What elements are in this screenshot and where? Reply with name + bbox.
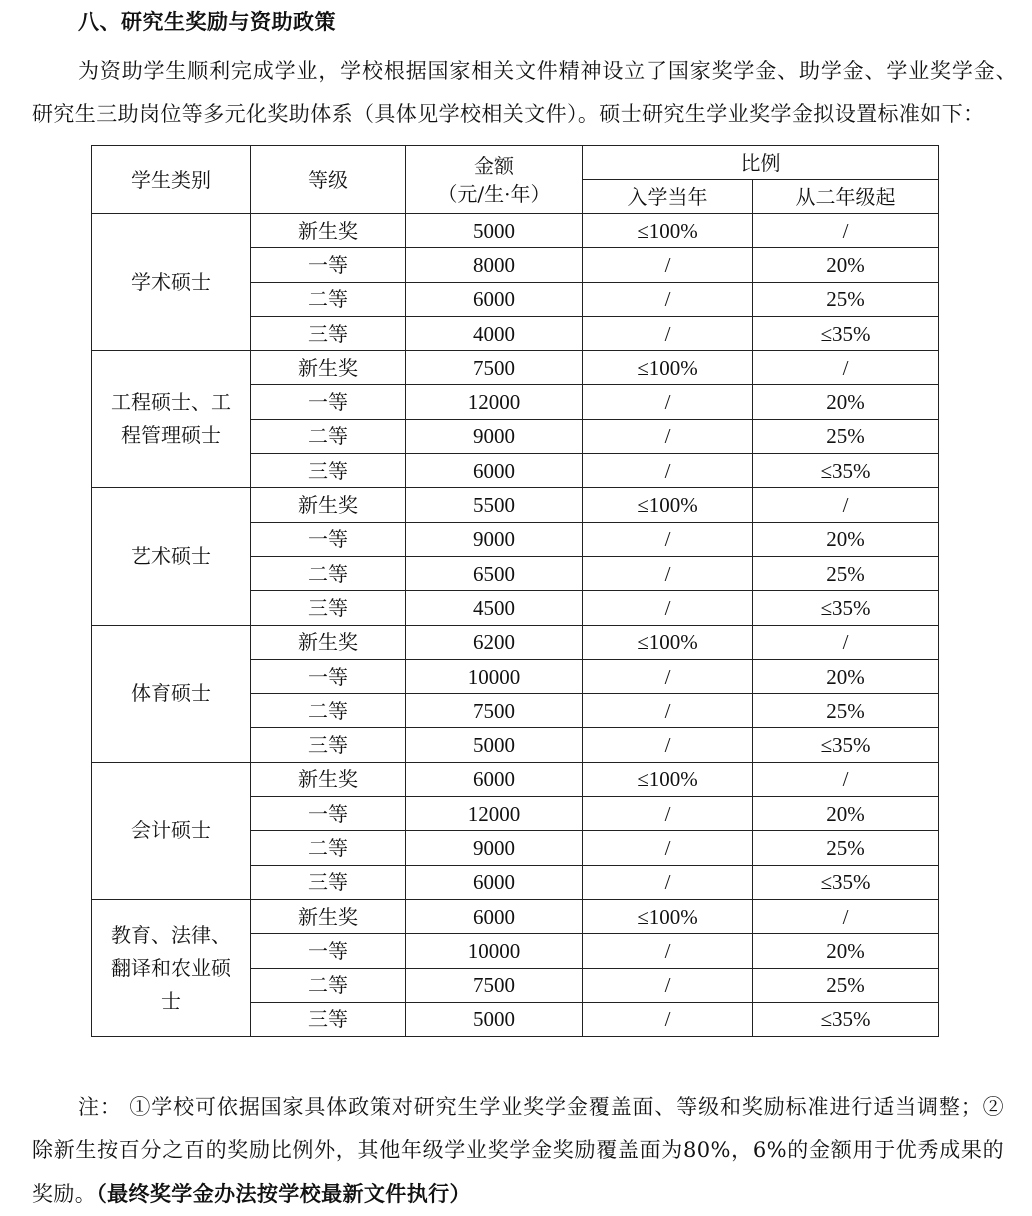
ratio-first-year-cell: /: [583, 385, 753, 419]
table-row: [92, 351, 939, 385]
amount-cell: 4500: [406, 591, 583, 625]
ratio-from-second-cell: /: [753, 899, 939, 933]
ratio-first-year-cell: /: [583, 659, 753, 693]
table-row: [92, 762, 939, 796]
amount-cell: 9000: [406, 522, 583, 556]
amount-cell: 7500: [406, 968, 583, 1002]
amount-cell: 7500: [406, 694, 583, 728]
ratio-from-second-cell: /: [753, 762, 939, 796]
ratio-from-second-cell: ≤35%: [753, 316, 939, 350]
category-label: 会计硕士: [131, 818, 211, 843]
ratio-first-year-cell: ≤100%: [583, 762, 753, 796]
level-cell: 新生奖: [251, 762, 406, 796]
amount-cell: 5000: [406, 1002, 583, 1036]
level-cell: 三等: [251, 316, 406, 350]
ratio-from-second-cell: ≤35%: [753, 728, 939, 762]
level-cell: 三等: [251, 728, 406, 762]
amount-cell: 6000: [406, 762, 583, 796]
table-row: [92, 214, 939, 248]
ratio-first-year-cell: /: [583, 694, 753, 728]
category-cell: [92, 899, 251, 1036]
level-cell: 一等: [251, 522, 406, 556]
amount-cell: 7500: [406, 351, 583, 385]
ratio-from-second-cell: 25%: [753, 282, 939, 316]
table-row: [92, 488, 939, 522]
ratio-first-year-cell: /: [583, 1002, 753, 1036]
level-cell: 二等: [251, 556, 406, 590]
ratio-from-second-cell: 25%: [753, 556, 939, 590]
table-row: [92, 625, 939, 659]
ratio-first-year-cell: /: [583, 522, 753, 556]
ratio-from-second-cell: 25%: [753, 831, 939, 865]
amount-cell: 6000: [406, 454, 583, 488]
ratio-first-year-cell: /: [583, 556, 753, 590]
ratio-first-year-cell: ≤100%: [583, 488, 753, 522]
ratio-first-year-cell: /: [583, 316, 753, 350]
intro-paragraph: 为资助学生顺利完成学业，学校根据国家相关文件精神设立了国家奖学金、助学金、学业奖学金、研究生三助岗位等多元化奖助体系（具体见学校相关文件）。硕士研究生学业奖学金拟设置标准如下：: [32, 59, 1017, 126]
ratio-from-second-cell: ≤35%: [753, 1002, 939, 1036]
category-label: 工程硕士、工程管理硕士: [111, 390, 231, 448]
level-cell: 一等: [251, 659, 406, 693]
level-cell: 一等: [251, 797, 406, 831]
ratio-first-year-cell: /: [583, 248, 753, 282]
ratio-from-second-cell: 20%: [753, 522, 939, 556]
level-cell: 三等: [251, 591, 406, 625]
header-category: 学生类别: [92, 146, 251, 214]
level-cell: 三等: [251, 865, 406, 899]
level-cell: 一等: [251, 385, 406, 419]
ratio-from-second-cell: 20%: [753, 385, 939, 419]
ratio-first-year-cell: /: [583, 831, 753, 865]
ratio-first-year-cell: ≤100%: [583, 214, 753, 248]
amount-cell: 5000: [406, 728, 583, 762]
amount-cell: 8000: [406, 248, 583, 282]
ratio-from-second-cell: 20%: [753, 659, 939, 693]
amount-cell: 6000: [406, 899, 583, 933]
ratio-from-second-cell: /: [753, 351, 939, 385]
amount-cell: 9000: [406, 419, 583, 453]
amount-cell: 6000: [406, 282, 583, 316]
header-level: 等级: [251, 146, 406, 214]
level-cell: 一等: [251, 934, 406, 968]
ratio-from-second-cell: 20%: [753, 934, 939, 968]
note-body: ①学校可依据国家具体政策对研究生学业奖学金覆盖面、等级和奖励标准进行适当调整；②除新生按百分之百的奖励比例外，其他年级学业奖学金奖励覆盖面为80%，6%的金额用于优秀成果的奖励。: [32, 1095, 1004, 1206]
ratio-from-second-cell: /: [753, 625, 939, 659]
amount-cell: 6200: [406, 625, 583, 659]
ratio-first-year-cell: /: [583, 728, 753, 762]
ratio-first-year-cell: /: [583, 865, 753, 899]
header-ratio-from-second: 从二年级起: [753, 180, 939, 214]
level-cell: 新生奖: [251, 625, 406, 659]
category-cell: [92, 214, 251, 351]
category-cell: [92, 625, 251, 762]
ratio-from-second-cell: 20%: [753, 797, 939, 831]
header-ratio-first-year: 入学当年: [583, 180, 753, 214]
level-cell: 一等: [251, 248, 406, 282]
scholarship-table: [91, 145, 939, 1037]
ratio-from-second-cell: 20%: [753, 248, 939, 282]
amount-cell: 9000: [406, 831, 583, 865]
header-ratio: 比例: [583, 146, 939, 180]
ratio-from-second-cell: ≤35%: [753, 591, 939, 625]
ratio-from-second-cell: 25%: [753, 419, 939, 453]
section-title: 八、研究生奖励与资助政策: [78, 10, 336, 34]
category-label: 教育、法律、翻译和农业硕士: [111, 922, 231, 1013]
header-amount-line1: 金额: [474, 153, 514, 178]
category-label: 学术硕士: [131, 269, 211, 294]
ratio-from-second-cell: ≤35%: [753, 865, 939, 899]
level-cell: 二等: [251, 282, 406, 316]
level-cell: 二等: [251, 419, 406, 453]
note-prefix: 注：: [78, 1095, 122, 1119]
ratio-from-second-cell: 25%: [753, 968, 939, 1002]
ratio-from-second-cell: /: [753, 214, 939, 248]
ratio-from-second-cell: /: [753, 488, 939, 522]
ratio-first-year-cell: /: [583, 797, 753, 831]
ratio-first-year-cell: /: [583, 454, 753, 488]
amount-cell: 4000: [406, 316, 583, 350]
level-cell: 二等: [251, 694, 406, 728]
category-cell: [92, 351, 251, 488]
ratio-first-year-cell: /: [583, 591, 753, 625]
category-cell: [92, 762, 251, 899]
amount-cell: 12000: [406, 385, 583, 419]
amount-cell: 5000: [406, 214, 583, 248]
amount-cell: 5500: [406, 488, 583, 522]
header-amount: [406, 146, 583, 214]
amount-cell: 10000: [406, 659, 583, 693]
ratio-first-year-cell: /: [583, 968, 753, 1002]
level-cell: 新生奖: [251, 899, 406, 933]
note-bold-tail: （最终奖学金办法按学校最新文件执行）: [96, 1181, 471, 1206]
level-cell: 三等: [251, 1002, 406, 1036]
amount-cell: 10000: [406, 934, 583, 968]
amount-cell: 12000: [406, 797, 583, 831]
table-body: [92, 214, 939, 1037]
ratio-from-second-cell: 25%: [753, 694, 939, 728]
ratio-first-year-cell: ≤100%: [583, 625, 753, 659]
level-cell: 新生奖: [251, 214, 406, 248]
ratio-first-year-cell: ≤100%: [583, 899, 753, 933]
category-label: 艺术硕士: [131, 543, 211, 568]
level-cell: 二等: [251, 831, 406, 865]
amount-cell: 6000: [406, 865, 583, 899]
ratio-from-second-cell: ≤35%: [753, 454, 939, 488]
level-cell: 新生奖: [251, 351, 406, 385]
level-cell: 三等: [251, 454, 406, 488]
header-amount-line2: （元/生·年）: [437, 181, 551, 206]
ratio-first-year-cell: /: [583, 419, 753, 453]
level-cell: 新生奖: [251, 488, 406, 522]
ratio-first-year-cell: ≤100%: [583, 351, 753, 385]
table-row: [92, 899, 939, 933]
ratio-first-year-cell: /: [583, 934, 753, 968]
level-cell: 二等: [251, 968, 406, 1002]
amount-cell: 6500: [406, 556, 583, 590]
note-paragraph: [32, 1086, 1004, 1216]
category-cell: [92, 488, 251, 625]
ratio-first-year-cell: /: [583, 282, 753, 316]
category-label: 体育硕士: [131, 681, 211, 706]
